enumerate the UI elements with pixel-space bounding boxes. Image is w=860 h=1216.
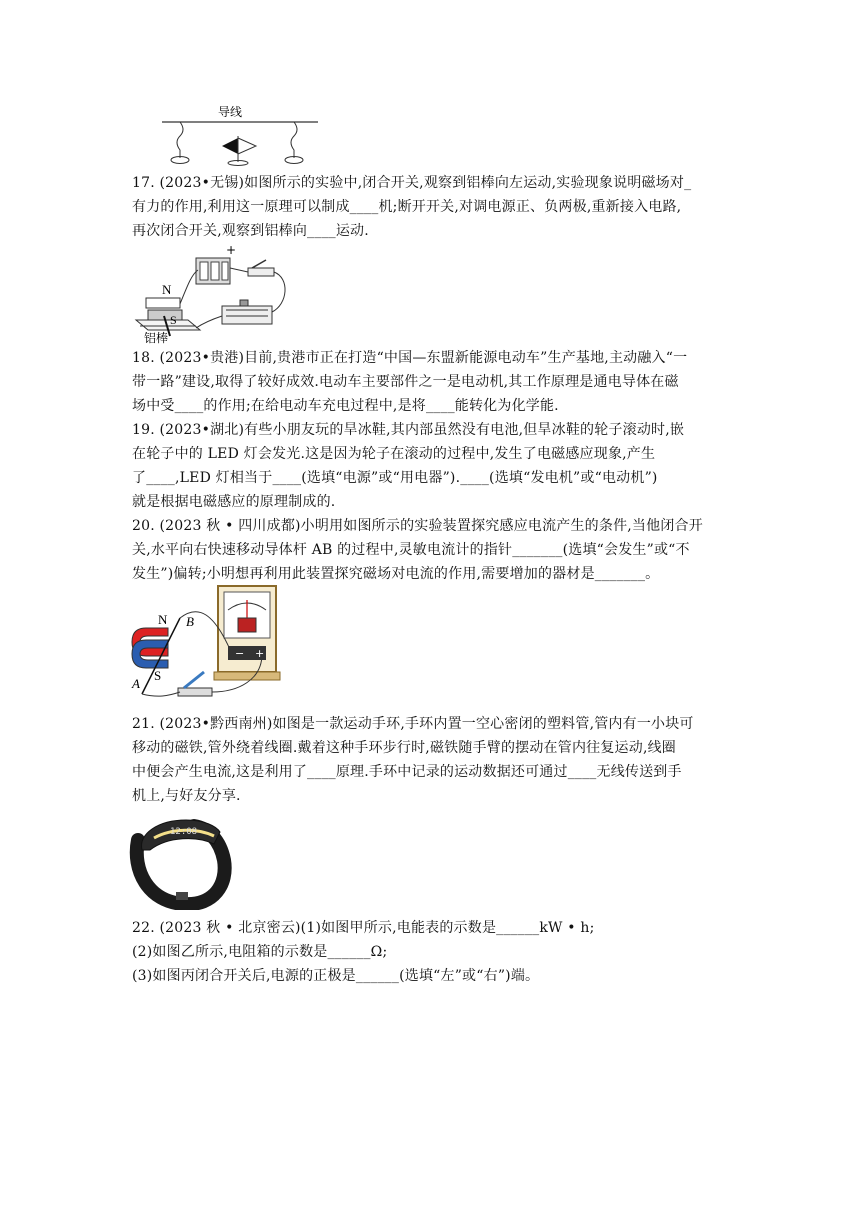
q17-line-2: 有力的作用,利用这一原理可以制成____机;断开开关,对调电源正、负两极,重新接入电路, [132, 199, 682, 215]
q20-s-label: S [154, 668, 162, 683]
q21-line-2: 移动的磁铁,管外绕着线圈.戴着这种手环步行时,磁铁随手臂的摆动在管内往复运动,线圈 [132, 740, 676, 756]
q17-n-label: N [162, 282, 172, 297]
q20-induction-figure [128, 584, 288, 704]
q17-circuit-figure [130, 244, 300, 344]
q21-fitness-band-image [128, 810, 232, 910]
question-20 [132, 514, 732, 586]
q20-a-label: A [132, 676, 140, 691]
q20-line-2: 关,水平向右快速移动导体杆 AB 的过程中,灵敏电流计的指针_______(选填“会发生”或“不 [132, 542, 690, 558]
q21-line-3: 中便会产生电流,这是利用了____原理.手环中记录的运动数据还可通过____无线传送到手 [132, 764, 682, 780]
q19-line-3: 了____,LED 灯相当于____(选填“电源”或“用电器”).____(选填“发电机”或“电动机”) [132, 470, 658, 486]
q20-minus-label: − [235, 647, 245, 660]
q18-line-2: 带一路”建设,取得了较好成效.电动车主要部件之一是电动机,其工作原理是通电导体在磁 [132, 374, 679, 390]
question-18 [132, 346, 732, 418]
q22-line-1: 22. (2023 秋 • 北京密云)(1)如图甲所示,电能表的示数是______kW • h; [132, 920, 595, 936]
wire-label: 导线 [218, 105, 243, 119]
band-display: 12:08 [170, 827, 198, 837]
question-21 [132, 712, 732, 808]
q17-line-1: 17. (2023•无锡)如图所示的实验中,闭合开关,观察到铝棒向左运动,实验现象说明磁场对_ [132, 175, 692, 191]
wire-figure [158, 100, 328, 170]
q19-line-1: 19. (2023•湖北)有些小朋友玩的旱冰鞋,其内部虽然没有电池,但旱冰鞋的轮子滚动时,嵌 [132, 422, 685, 438]
question-22 [132, 916, 732, 988]
q18-line-1: 18. (2023•贵港)目前,贵港市正在打造“中国—东盟新能源电动车”生产基地,主动融入“一 [132, 350, 688, 366]
q20-n-label: N [158, 612, 168, 627]
question-17 [132, 171, 732, 243]
q21-line-1: 21. (2023•黔西南州)如图是一款运动手环,手环内置一空心密闭的塑料管,管内有一小块可 [132, 716, 694, 732]
q20-line-3: 发生”)偏转;小明想再利用此装置探究磁场对电流的作用,需要增加的器材是_______。 [132, 566, 660, 582]
q20-plus-label: + [255, 647, 265, 660]
q17-rod-label: 铝棒 [144, 331, 169, 344]
q17-line-3: 再次闭合开关,观察到铝棒向____运动. [132, 223, 369, 239]
q20-line-1: 20. (2023 秋 • 四川成都)小明用如图所示的实验装置探究感应电流产生的条件,当他闭合开 [132, 518, 703, 534]
q17-s-label: S [170, 313, 177, 327]
q17-plus-label: + [226, 244, 237, 257]
q20-b-label: B [186, 614, 194, 629]
q22-line-3: (3)如图丙闭合开关后,电源的正极是______(选填“左”或“右”)端。 [132, 968, 540, 984]
question-19 [132, 418, 732, 514]
q19-line-2: 在轮子中的 LED 灯会发光.这是因为轮子在滚动的过程中,发生了电磁感应现象,产生 [132, 446, 656, 462]
q18-line-3: 场中受____的作用;在给电动车充电过程中,是将____能转化为化学能. [132, 398, 559, 414]
q21-line-4: 机上,与好友分享. [132, 788, 241, 804]
q22-line-2: (2)如图乙所示,电阻箱的示数是______Ω; [132, 944, 388, 960]
q19-line-4: 就是根据电磁感应的原理制成的. [132, 494, 336, 510]
